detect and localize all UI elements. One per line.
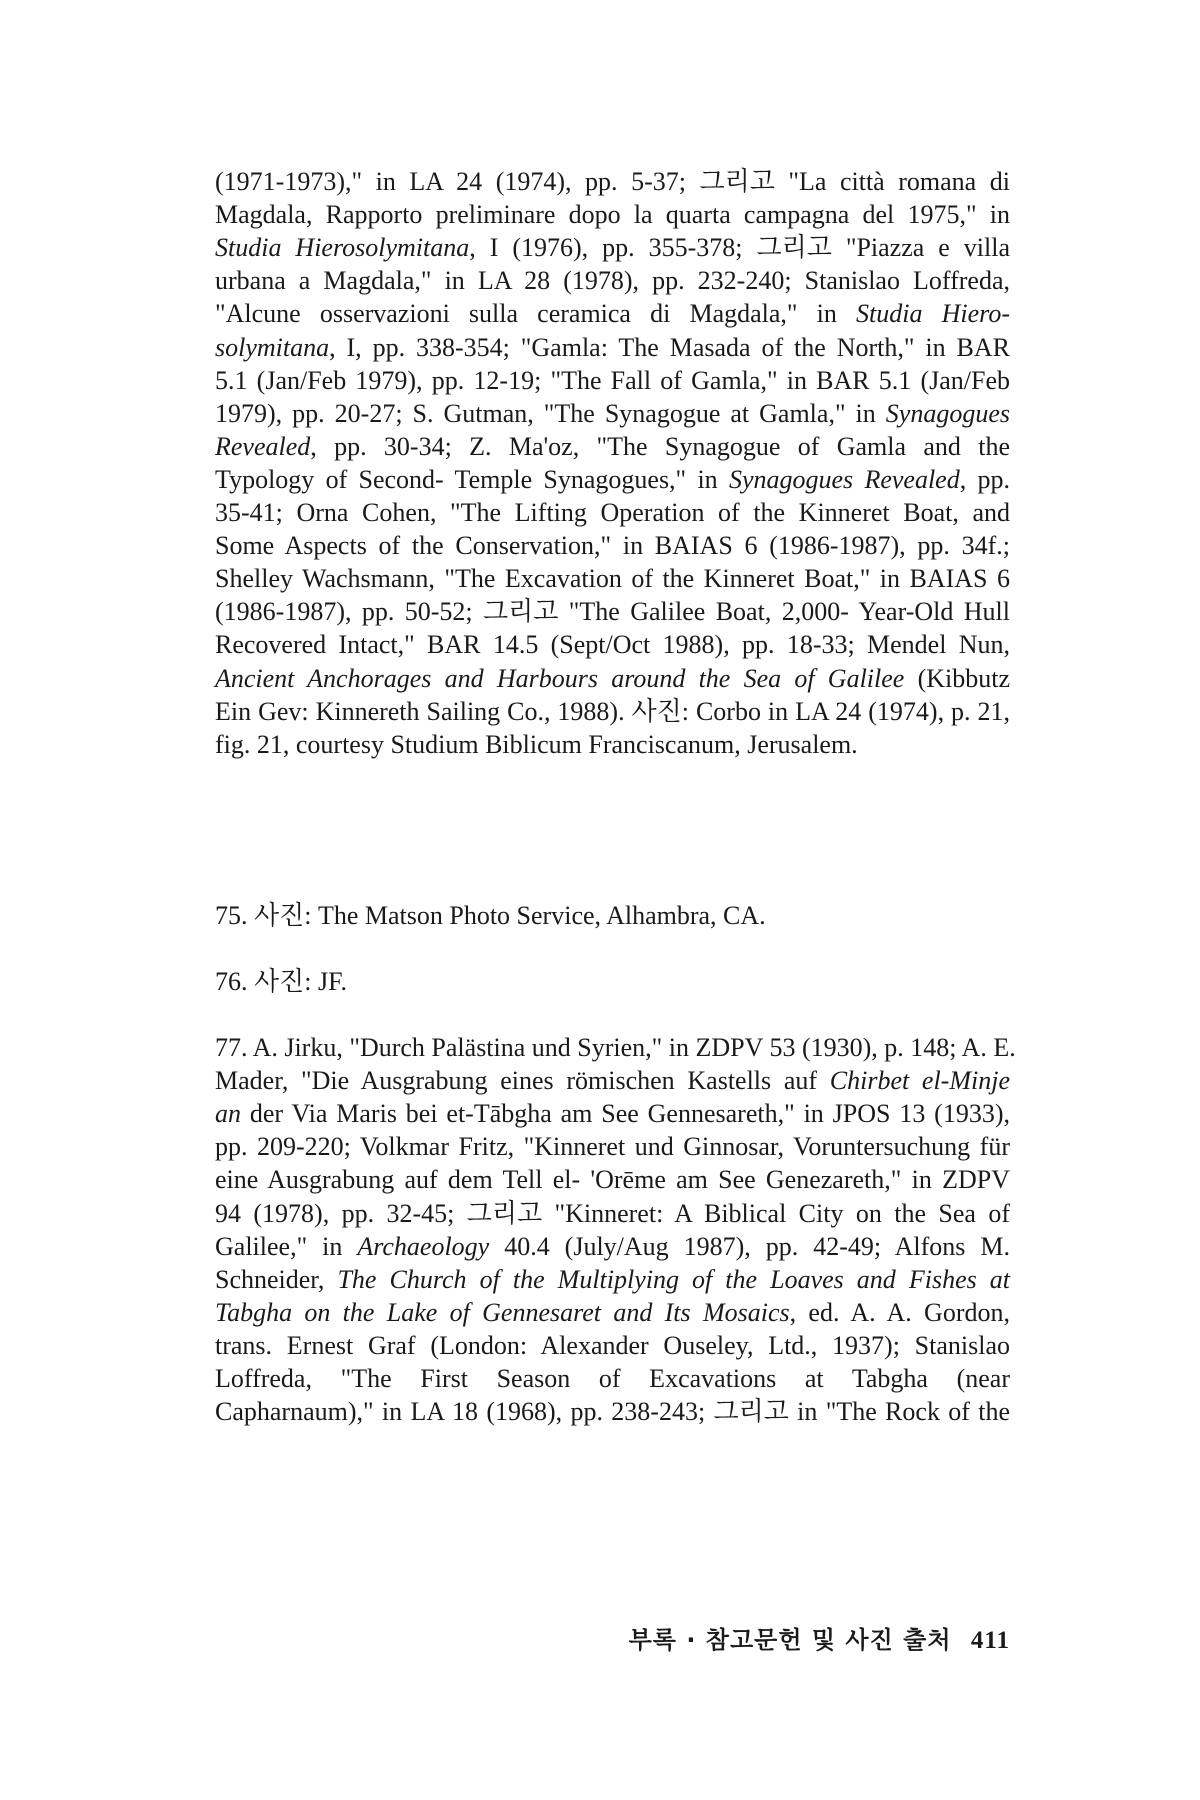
italic-title: an (215, 1099, 241, 1129)
text-line (215, 428, 1010, 466)
text-line (215, 163, 1010, 201)
text-run: (1971-1973)," in LA 24 (1974), pp. 5-37; 그리고 "La città romana di (215, 167, 1010, 196)
text-run: 94 (1978), pp. 32-45; 그리고 "Kinneret: A Biblical City on the Sea of (215, 1198, 1010, 1228)
text-line (215, 726, 1010, 764)
text-run: , pp. (959, 464, 1011, 494)
italic-title: Ancient Anchorages and Harbours around the Sea of Galilee (215, 663, 905, 693)
text-line (215, 1062, 1010, 1100)
text-line (215, 1294, 1010, 1332)
text-run: der Via Maris bei et-Tābgha am See Gennesareth," in JPOS 13 (1933), (241, 1099, 1010, 1129)
text-run: pp. 209-220; Volkmar Fritz, "Kinneret und Ginnosar, Voruntersuchung für (215, 1132, 1010, 1162)
text-run: Some Aspects of the Conservation," in BAIAS 6 (1986-1987), pp. 34f.; (215, 531, 1010, 561)
italic-title: Chirbet el-Minje (829, 1066, 1010, 1096)
text-run: 40.4 (July/Aug 1987), pp. 42-49; Alfons M. (489, 1231, 1011, 1261)
text-line (215, 693, 1010, 731)
footnote-76: 76. 사진: JF. (215, 967, 347, 996)
italic-title: The Church of the Multiplying of the Loaves and Fishes at (337, 1264, 1010, 1294)
footnote-75: 75. 사진: The Matson Photo Service, Alhambra, CA. (215, 901, 766, 930)
text-run: 1979), pp. 20-27; S. Gutman, "The Synagogue at Gamla," in (215, 398, 886, 428)
text-run: Schneider, (215, 1264, 338, 1294)
italic-title: solymitana (215, 332, 330, 362)
italic-title: Synagogues Revealed (728, 464, 960, 494)
text-line (215, 626, 1010, 664)
page-footer (629, 1620, 1010, 1655)
text-run: Galilee," in (215, 1231, 358, 1261)
italic-title: Studia Hierosolymitana (215, 233, 470, 263)
text-run: , pp. 30-34; Z. Ma'oz, "The Synagogue of Gamla and the (310, 431, 1010, 461)
text-line (215, 1095, 1010, 1133)
text-run: (Kibbutz (904, 663, 1010, 693)
text-line (215, 395, 1010, 433)
text-run: "Alcune osservazioni sulla ceramica di Magdala," in (215, 299, 857, 329)
text-line (215, 494, 1010, 532)
italic-title: Studia Hiero- (856, 299, 1010, 329)
text-run: Typology of Second- Temple Synagogues," in (215, 464, 729, 494)
text-run: Loffreda, "The First Season of Excavations at Tabgha (near (215, 1364, 1010, 1393)
italic-title: Revealed (215, 431, 311, 461)
text-run: 5.1 (Jan/Feb 1979), pp. 12-19; "The Fall of Gamla," in BAR 5.1 (Jan/Feb (215, 365, 1010, 395)
text-line (215, 1228, 1010, 1266)
text-line (215, 461, 1010, 499)
text-line (215, 262, 1010, 300)
text-line (215, 1161, 1010, 1199)
text-line (215, 362, 1010, 400)
text-line (215, 1360, 1010, 1398)
text-line (215, 229, 1010, 267)
text-run: trans. Ernest Graf (London: Alexander Ouseley, Ltd., 1937); Stanislao (215, 1330, 1010, 1360)
page-number: 411 (970, 1627, 1010, 1654)
text-line (215, 1195, 1010, 1233)
text-line (215, 660, 1010, 698)
text-line (215, 560, 1010, 598)
text-run: , I (1976), pp. 355-378; 그리고 "Piazza e villa (469, 233, 1010, 263)
text-line (215, 196, 1010, 234)
text-line (215, 593, 1010, 631)
text-run: Magdala, Rapporto preliminare dopo la quarta campagna del 1975," in (215, 200, 1010, 230)
text-line (215, 1128, 1010, 1166)
text-line (215, 1393, 1010, 1431)
text-run: fig. 21, courtesy Studium Biblicum Franciscanum, Jerusalem. (215, 729, 858, 759)
text-run: urbana a Magdala," in LA 28 (1978), pp. 232-240; Stanislao Loffreda, (215, 266, 1010, 296)
text-line (215, 1261, 1010, 1299)
text-run: , ed. A. A. Gordon, (789, 1297, 1010, 1327)
text-run: 77. A. Jirku, "Durch Palästina und Syrien," in ZDPV 53 (1930), p. 148; A. E. (215, 1033, 1016, 1062)
text-line (215, 1327, 1010, 1365)
text-run: Recovered Intact," BAR 14.5 (Sept/Oct 1988), pp. 18-33; Mendel Nun, (215, 630, 1010, 660)
italic-title: Archaeology (357, 1231, 490, 1261)
italic-title: Synagogues (885, 398, 1010, 428)
text-run: , I, pp. 338-354; "Gamla: The Masada of the North," in BAR (329, 332, 1010, 362)
text-line (215, 1029, 1016, 1067)
italic-title: Tabgha on the Lake of Gennesaret and Its Mosaics (215, 1297, 790, 1327)
text-run: Shelley Wachsmann, "The Excavation of the Kinneret Boat," in BAIAS 6 (215, 564, 1010, 594)
text-run: eine Ausgrabung auf dem Tell el- 'Orēme am See Genezareth," in ZDPV (215, 1165, 1010, 1195)
text-run: 35-41; Orna Cohen, "The Lifting Operation of the Kinneret Boat, and (215, 498, 1010, 527)
text-line (215, 295, 1010, 333)
text-run: Capharnaum)," in LA 18 (1968), pp. 238-243; 그리고 in "The Rock of the (215, 1397, 1010, 1427)
text-run: (1986-1987), pp. 50-52; 그리고 "The Galilee Boat, 2,000- Year-Old Hull (215, 597, 1010, 627)
text-line (215, 527, 1010, 565)
running-head: 부록 · 참고문헌 및 사진 출처 (628, 1626, 952, 1654)
text-run: Mader, "Die Ausgrabung eines römischen Kastells auf (215, 1066, 830, 1096)
text-line (215, 329, 1010, 367)
text-run: Ein Gev: Kinnereth Sailing Co., 1988). 사진: Corbo in LA 24 (1974), p. 21, (215, 696, 1010, 726)
